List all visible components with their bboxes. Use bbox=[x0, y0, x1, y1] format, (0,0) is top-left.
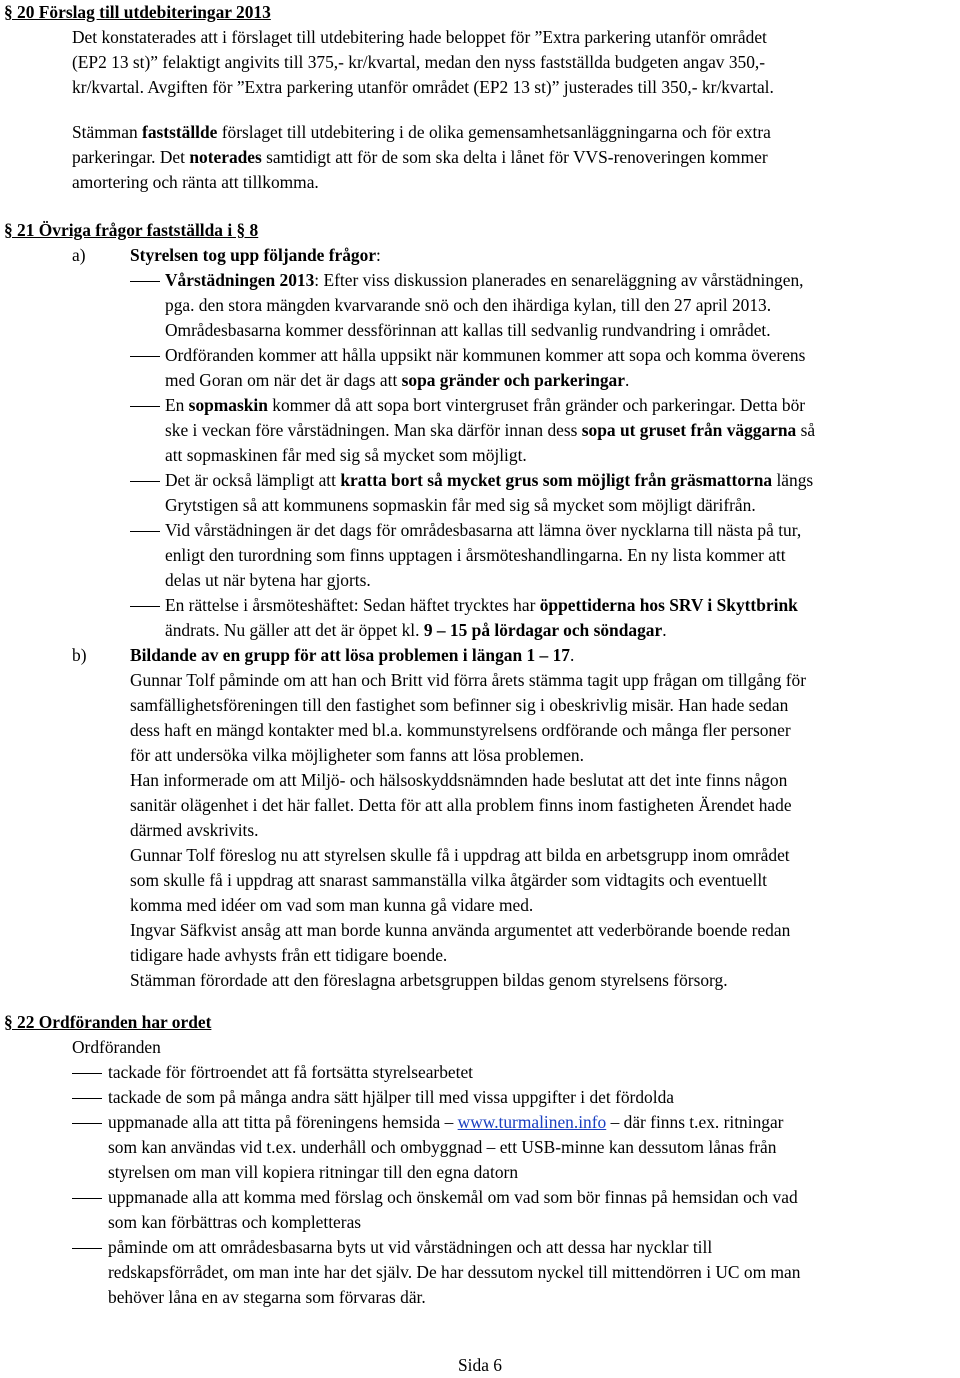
dash-bullet bbox=[130, 606, 160, 607]
sec20-line: Det konstaterades att i förslaget till utdebitering hade beloppet för ”Extra parkering utanför området bbox=[72, 27, 767, 47]
bullet-line: uppmanade alla att komma med förslag och önskemål om vad som bör finnas på hemsidan och vad bbox=[108, 1187, 798, 1207]
body-line: Han informerade om att Miljö- och hälsoskyddsnämnden hade beslutat att det inte finns någon bbox=[130, 770, 788, 790]
bullet-line: enligt den turordning som finns upptagen i årsmöteshandlingarna. En ny lista kommer att bbox=[165, 545, 786, 565]
bullet-line: ändrats. Nu gäller att det är öppet kl. 9 – 15 på lördagar och söndagar. bbox=[165, 620, 667, 640]
bullet-line: delas ut när bytena har gjorts. bbox=[165, 570, 371, 590]
dash-bullet bbox=[130, 531, 160, 532]
dash-bullet bbox=[130, 281, 160, 282]
item-a-title: Styrelsen tog upp följande frågor: bbox=[130, 245, 381, 265]
body-line: Gunnar Tolf påminde om att han och Britt vid förra årets stämma tagit upp frågan om tillgång för bbox=[130, 670, 807, 690]
body-line: Ingvar Säfkvist ansåg att man borde kunna använda argumentet att vederbörande boende redan bbox=[130, 920, 791, 940]
bullet-line: Det är också lämpligt att kratta bort så mycket grus som möjligt från gräsmattorna längs bbox=[165, 470, 814, 490]
bullet-line: Områdesbasarna kommer dessförinnan att kallas till sedvanlig rundvandring i området. bbox=[165, 320, 771, 340]
dash-bullet bbox=[130, 356, 160, 357]
body-line: Gunnar Tolf föreslog nu att styrelsen skulle få i uppdrag att bilda en arbetsgrupp inom området bbox=[130, 845, 790, 865]
bullet-line: En rättelse i årsmöteshäftet: Sedan häftet trycktes har öppettiderna hos SRV i Skyttbrink bbox=[165, 595, 798, 615]
bullet-line: att sopmaskinen får med sig så mycket som möjligt. bbox=[165, 445, 527, 465]
page-number: Sida 6 bbox=[458, 1355, 502, 1375]
body-line: för att undersöka vilka möjligheter som fanns att lösa problemen. bbox=[130, 745, 584, 765]
item-b-label: b) bbox=[72, 645, 87, 665]
bullet-line: Vårstädningen 2013: Efter viss diskussion planerades en senareläggning av vårstädningen, bbox=[165, 270, 804, 290]
sec20-line: kr/kvartal. Avgiften för ”Extra parkering utanför området (EP2 13 st)” justerades till 350,- kr/kvartal. bbox=[72, 77, 774, 97]
body-line: Stämman förordade att den föreslagna arbetsgruppen bildas genom styrelsens försorg. bbox=[130, 970, 728, 990]
item-b-title: Bildande av en grupp för att lösa problemen i längan 1 – 17. bbox=[130, 645, 575, 665]
sec20-line: (EP2 13 st)” felaktigt angivits till 375,- kr/kvartal, medan den nyss fastställda budgeten angav 350,- bbox=[72, 52, 766, 72]
bullet-line: Grytstigen så att kommunens sopmaskin får med sig så mycket som möjligt därifrån. bbox=[165, 495, 756, 515]
bullet-line: ske i veckan före vårstädningen. Man ska därför innan dess sopa ut gruset från väggarna så bbox=[165, 420, 816, 440]
dash-bullet bbox=[130, 481, 160, 482]
bullet-line: med Goran om när det är dags att sopa gränder och parkeringar. bbox=[165, 370, 630, 390]
bullet-line: påminde om att områdesbasarna byts ut vid vårstädningen och att dessa har nycklar till bbox=[108, 1237, 713, 1257]
bullet-line: pga. den stora mängden kvarvarande snö och den ihärdiga kylan, till den 27 april 2013. bbox=[165, 295, 772, 315]
sec20-line: amortering och ränta att tillkomma. bbox=[72, 172, 319, 192]
bullet-line: tackade de som på många andra sätt hjälper till med vissa uppgifter i det fördolda bbox=[108, 1087, 674, 1107]
body-line: komma med idéer om vad som man kunna gå vidare med. bbox=[130, 895, 534, 915]
body-line: som skulle få i uppdrag att snarast sammanställa vilka åtgärder som vidtagits och eventuellt bbox=[130, 870, 768, 890]
body-line: därmed avskrivits. bbox=[130, 820, 259, 840]
dash-bullet bbox=[72, 1248, 102, 1249]
sec20-line: Stämman fastställde förslaget till utdebitering i de olika gemensamhetsanläggningarna och för extra bbox=[72, 122, 771, 142]
section-20-heading: § 20 Förslag till utdebiteringar 2013 bbox=[4, 2, 271, 22]
website-link[interactable]: www.turmalinen.info bbox=[457, 1112, 607, 1132]
bullet-line: Ordföranden kommer att hålla uppsikt när kommunen kommer att sopa och komma överens bbox=[165, 345, 806, 365]
bullet-line: som kan användas vid t.ex. underhåll och ombyggnad – ett USB-minne kan dessutom lånas från bbox=[108, 1137, 777, 1157]
section-21-heading: § 21 Övriga frågor fastställda i § 8 bbox=[4, 220, 259, 240]
sec20-line: parkeringar. Det noterades samtidigt att för de som ska delta i lånet för VVS-renoveringen kommer bbox=[72, 147, 768, 167]
item-a-label: a) bbox=[72, 245, 86, 265]
bullet-line: behöver låna en av stegarna som förvaras där. bbox=[108, 1287, 426, 1307]
bullet-line: styrelsen om man vill kopiera ritningar till den egna datorn bbox=[108, 1162, 519, 1182]
dash-bullet bbox=[72, 1073, 102, 1074]
body-line: samfällighetsföreningen till den fastighet som befinner sig i obeskrivlig misär. Han hade sedan bbox=[130, 695, 789, 715]
dash-bullet bbox=[130, 406, 160, 407]
body-line: dess haft en mängd kontakter med bl.a. kommunstyrelsens ordförande och många fler personer bbox=[130, 720, 791, 740]
body-line: tidigare hade avhysts från ett tidigare boende. bbox=[130, 945, 448, 965]
bullet-line: En sopmaskin kommer då att sopa bort vintergruset från gränder och parkeringar. Detta bör bbox=[165, 395, 806, 415]
bullet-line: Vid vårstädningen är det dags för områdesbasarna att lämna över nycklarna till nästa på tur, bbox=[165, 520, 802, 540]
bullet-line: tackade för förtroendet att få fortsätta styrelsearbetet bbox=[108, 1062, 474, 1082]
body-line: sanitär olägenhet i det här fallet. Detta för att alla problem finns inom fastigheten Ärendet hade bbox=[130, 795, 792, 815]
dash-bullet bbox=[72, 1098, 102, 1099]
bullet-line: uppmanade alla att titta på föreningens hemsida – www.turmalinen.info – där finns t.ex. ritningar bbox=[108, 1112, 784, 1132]
dash-bullet bbox=[72, 1123, 102, 1124]
bullet-line: redskapsförrådet, om man inte har det själv. De har dessutom nyckel till mittendörren i UC om man bbox=[108, 1262, 801, 1282]
body-line: Ordföranden bbox=[72, 1037, 161, 1057]
section-22-heading: § 22 Ordföranden har ordet bbox=[4, 1012, 212, 1032]
dash-bullet bbox=[72, 1198, 102, 1199]
bullet-line: som kan förbättras och kompletteras bbox=[108, 1212, 362, 1232]
